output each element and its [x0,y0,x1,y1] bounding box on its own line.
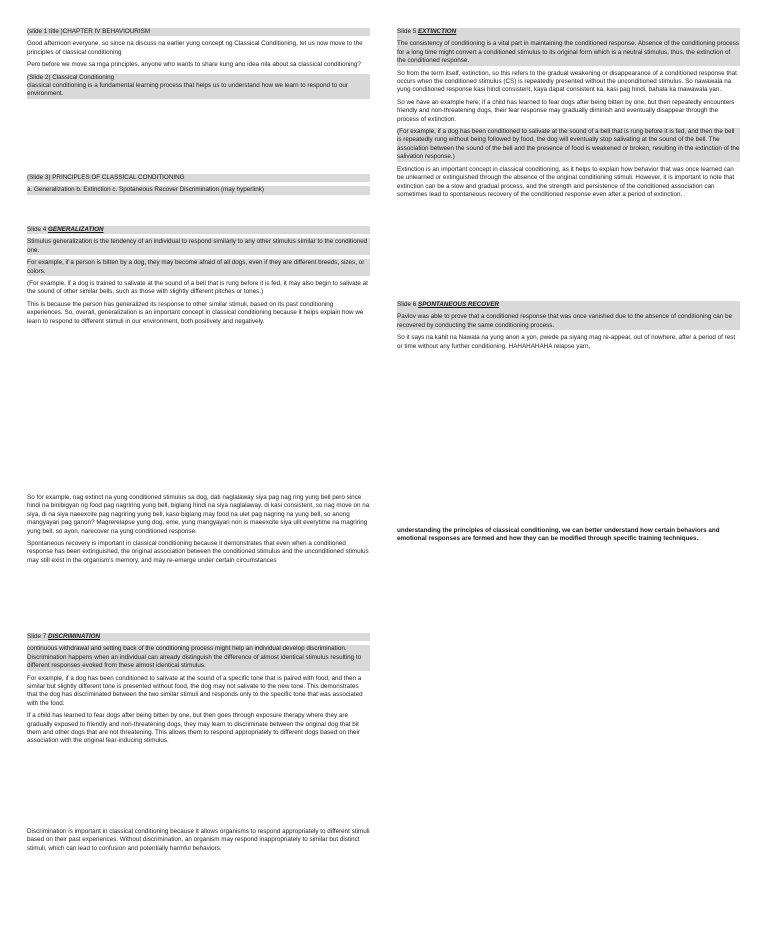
recovery-example-paragraph: So for example, nag extinct na yung conditioned stimulus sa dog, dati naglalaway siya pag nag ring yung bell pero since hindi na binibigyan ng food pag nagriring yung bell, biglang hindi na siya naglalaway, di kasi consistent, so nag move on na siya, di na siya naeexcite pag nagriring yung bell, kaso biglang may food na ulet pag nagring na yung bell, so anong mangyayari pag ganon? Magrerelapse yung dog, eme, yung mangyayari non is maeexcite siya ulit everytime na magriring yung bell, so ayon, narecover na yung conditioned response. [27,494,370,535]
slide6-highlight [397,301,740,330]
spontaneous-recovery-continued [27,494,370,565]
slide4-paragraph-3: (For example, if a dog is trained to salivate at the sound of a bell that is rung before it is fed, it may also begin to salivate at the sound of other similar bells, such as those with slightly different pitches or tones.) [27,280,368,296]
slide5-heading: Slide 5 EXTINCTION [397,28,457,35]
slide6-block [397,301,740,351]
slide5-block [397,28,740,199]
slide7-paragraph-1: continuous withdrawal and setting back of the conditioning process might help an individual develop discrimination. Discrimination happens when an individual can already distinguish the difference of almost identical stimulus resulting to different responses evoked from these almost identical stimulus. [27,645,370,670]
slide7-paragraph-4: Discrimination is important in classical conditioning because it allows organisms to respond appropriately to different stimuli based on their past experiences. Without discrimination, an organism may respond inappropriately to similar but distinct stimuli, which can lead to confusion and potentially harmful behaviors. [27,828,370,852]
slide7-heading: Slide 7 DISCRIMINATION [27,633,370,641]
left-column-top [27,28,370,99]
slide4-block [27,226,370,326]
slide3-list: a. Generalization b. Extinction c. Spotaneous Recover Discrimination (may hyperlink) [27,186,370,194]
slide6-paragraph-1: Pavlov was able to prove that a conditioned response that was once vanished due to the absence of conditioning can be recovered by conducting the same conditioning process. [397,313,733,329]
slide6-name: SPONTANEOUS RECOVER [418,301,500,308]
slide2-title: (Slide 2) Classical Conditioning [27,73,115,81]
slide1-paragraph-2: Pero before we move sa mga principles, anyone who wants to share kung ano idea nila about sa classical conditioning? [27,61,361,69]
slide5-paragraph-3: So we have an example here; if a child has learned to fear dogs after being bitten by one, but then repeatedly encounters friendly and non-threatening dogs, their fear response may gradually diminish and eventually disappear through the process of extinction. [397,98,735,123]
slide1-title: (slide 1 title )CHAPTER IV BEHAVIOURISM [27,28,370,36]
slide5-highlight [397,28,740,66]
slide4-paragraph-2: For example, if a person is bitten by a dog, they may become afraid of all dogs, even if they are different breeds, sizes, or colors. [27,259,370,276]
slide5-paragraph-5: Extinction is an important concept in classical conditioning, as it helps to explain how behavior that was once learned can be unlearned or extinguished through the absence of the original conditioning stimuli. However, it is important to note that extinction can be a slow and gradual process, and the strength and persistence of the conditioned association can sometimes lead to spontaneous recovery of the conditioned response even after a period of extinction. [397,165,735,198]
slide7-block [27,633,370,746]
slide4-paragraph-1: Stimulus generalization is the tendency of an individual to respond similarly to any other stimulus similar to the conditioned one. [27,238,370,255]
slide4-paragraph-4: This is because the person has generalized its response to other similar stimuli, based on its past conditioning experiences. So, overall, generalization is an important concept in classical conditioning because it helps explain how we learn to respond to different stimuli in our environment, both positively and negatively. [27,300,364,325]
slide6-heading: Slide 6 SPONTANEOUS RECOVER [397,301,500,308]
conclusion-paragraph: understanding the principles of classical conditioning, we can better understand how certain behaviors and emotional responses are formed and how they can be modified through specific training techniques. [397,527,720,543]
slide6-paragraph-2: So it says na kahit na Nawala na yung anon a yon, pwede pa siyang mag re-appear, out of nowhere, after a period of rest or time without any further conditioning. HAHAHAHAHA relapse yarn, [397,334,736,350]
slide4-heading: Slide 4 GENERALIZATION [27,226,370,234]
slide3-block [27,174,370,195]
discrimination-importance [27,828,370,853]
conclusion-block [397,527,740,544]
slide5-paragraph-4: (For example, if a dog has been conditioned to salivate at the sound of a bell that is rung before it is fed, and then the bell is repeatedly rung without being followed by food, the dog will eventually stop salivating at the sound of the bell. The association between the sound of the bell and the presence of food is weakened or broken, resulting in the extinction of the salivation response.) [397,128,740,161]
slide5-name: EXTINCTION [418,28,457,35]
slide1-paragraph-1: Good afternoon everyone, so since na discuss na earlier yung concept ng Classical Conditioning, let us now move to the principles of classical conditioning [27,40,363,56]
slide4-name: GENERALIZATION [48,226,104,233]
slide7-paragraph-2: For example, if a dog has been conditioned to salivate at the sound of a specific tone that is paired with food, and then a similar but slightly different tone is presented without food, the dog may not salivate to the new tone. This demonstrates that the dog has discriminated between the two similar stimuli and responds only to the specific tone that was associated with the food. [27,674,363,707]
slide3-title: (Slide 3) PRINCIPLES OF CLASSICAL CONDITIONING [27,174,370,182]
recovery-importance-paragraph: Spontaneous recovery is important in classical conditioning because it demonstrates that even when a conditioned response has been extinguished, the original association between the conditioned stimulus and the unconditioned stimulus may still exist in the organism's memory, and may re-emerge under certain circumstances [27,540,369,564]
slide7-paragraph-3: If a child has learned to fear dogs after being bitten by one, but then goes through exposure therapy where they are gradually exposed to friendly and non-threatening dogs, they may learn to discriminate between the original dog that bit them and other dogs that are not threatening. This allows them to respond appropriately to different dogs based on their association with the original fear-inducing stimulus. [27,712,361,745]
slide2-block [27,74,370,99]
slide5-paragraph-1: The consistency of conditioning is a vital part in maintaining the conditioned response. Absence of the conditioning process for a long time might convert a conditioned stimulus to its original form which is a neutral stimulus, thus, the extinction of the conditioned response. [397,40,739,65]
slide5-paragraph-2: So from the term itself, extinction, so this refers to the gradual weakening or disappearance of a conditioned response that occurs when the conditioned stimulus (CS) is repeatedly presented without the unconditioned stimulus. So nawawala na yung conditioned response kasi hindi consistent, kaya dapat consistent ka, kasi pag hindi, bahala ka mawawala yan. [397,69,737,94]
slide2-paragraph: classical conditioning is a fundamental learning process that helps us to understand how we learn to respond to our environment. [27,82,348,98]
slide7-name: DISCRIMINATION [48,633,101,640]
